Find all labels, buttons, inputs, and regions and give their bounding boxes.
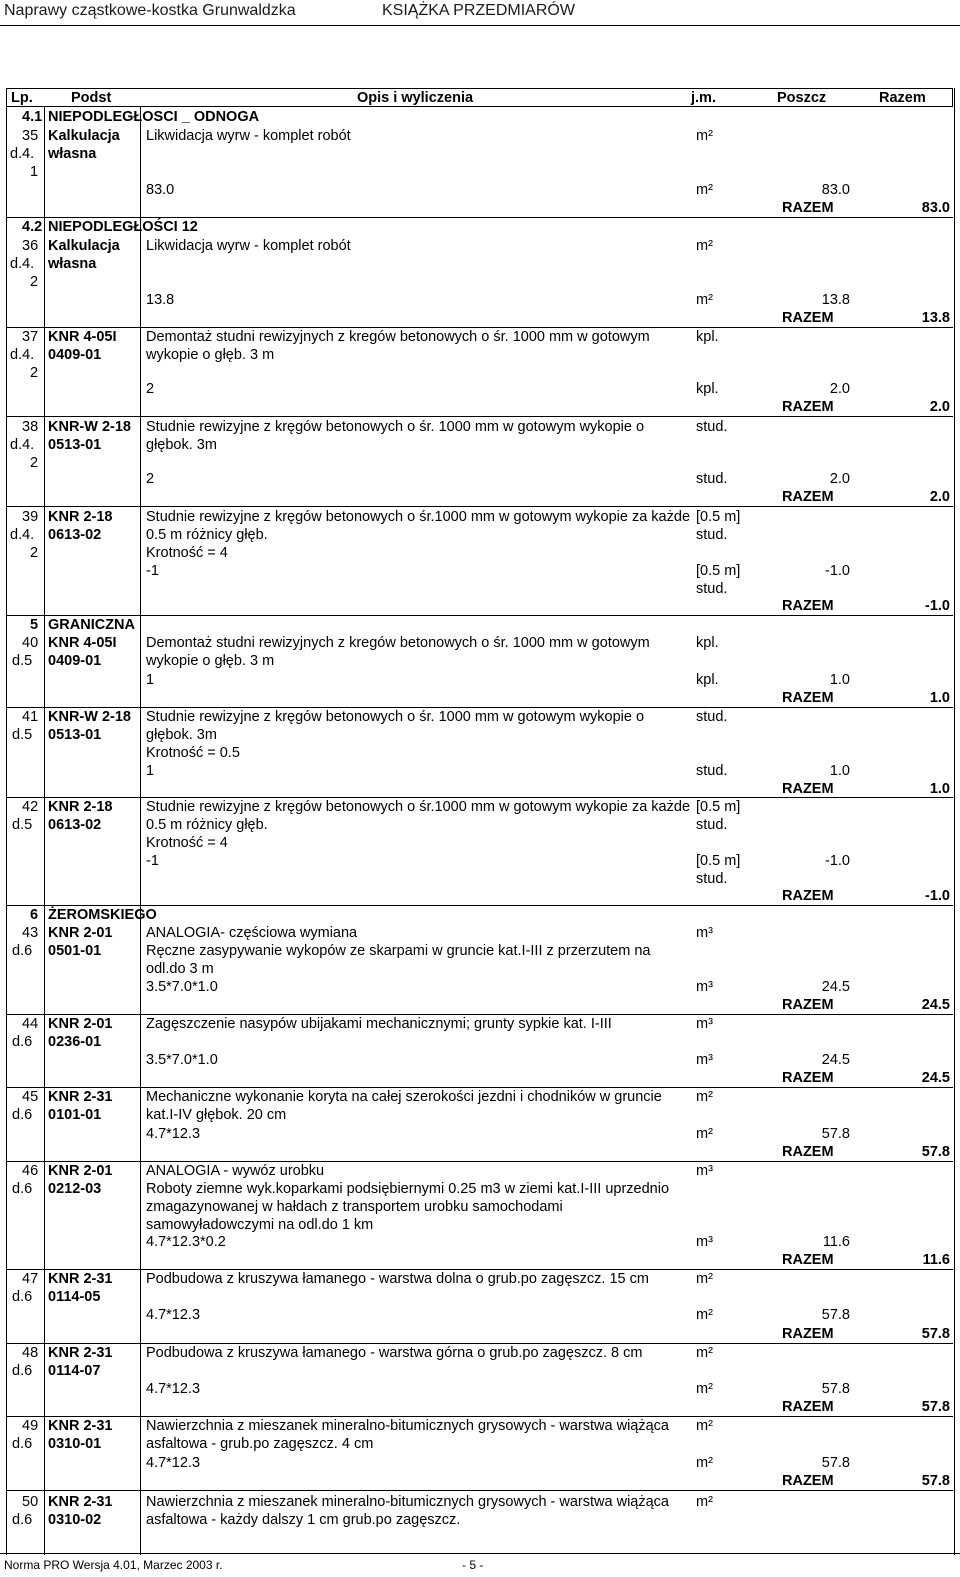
header-rule xyxy=(0,25,960,26)
table-header xyxy=(6,88,953,107)
header-poszcz: Poszcz xyxy=(777,90,827,106)
item-calc: 13.8 xyxy=(146,292,175,308)
item-description: Studnie rewizyjne z kręgów betonowych o śr. 1000 mm w gotowym wykopie o głębok. 3m xyxy=(146,709,645,743)
item-podst: KNR 4-05I xyxy=(48,635,117,651)
item-unit-secondary: stud. xyxy=(696,817,728,833)
item-lp: 45 xyxy=(22,1089,39,1105)
item-calc: 2 xyxy=(146,381,155,397)
item-poszcz: 24.5 xyxy=(821,1052,850,1068)
item-lp-ref: d.4. xyxy=(10,256,35,272)
razem-value: 2.0 xyxy=(929,399,950,415)
item-calc-unit: m³ xyxy=(696,1052,713,1068)
item-calc: 83.0 xyxy=(146,182,175,198)
item-calc-unit-secondary: stud. xyxy=(696,871,728,887)
item-lp-ref: d.5 xyxy=(12,727,33,743)
item-lp: 38 xyxy=(22,419,39,435)
item-krotnosc: Krotność = 0.5 xyxy=(146,745,240,761)
item-podst: KNR 2-31 xyxy=(48,1418,113,1434)
item-lp-ref: d.5 xyxy=(12,817,33,833)
item-poszcz: 1.0 xyxy=(829,672,850,688)
item-podst-code: 0613-02 xyxy=(48,527,102,543)
item-poszcz: 2.0 xyxy=(829,471,850,487)
item-podst: Kalkulacja xyxy=(48,128,120,144)
item-lp-ref: d.4. xyxy=(10,527,35,543)
item-podst: KNR 2-01 xyxy=(48,1016,113,1032)
item-description: Studnie rewizyjne z kręgów betonowych o śr. 1000 mm w gotowym wykopie o głębok. 3m xyxy=(146,419,645,453)
item-podst: KNR 2-31 xyxy=(48,1089,113,1105)
item-podst: Kalkulacja xyxy=(48,238,120,254)
item-podst-code: 0101-01 xyxy=(48,1107,102,1123)
item-unit: m² xyxy=(696,128,713,144)
item-lp: 42 xyxy=(22,799,39,815)
item-unit: stud. xyxy=(696,419,728,435)
item-calc-unit: m² xyxy=(696,1307,713,1323)
item-calc-unit: m² xyxy=(696,1381,713,1397)
item-lp: 35 xyxy=(22,128,39,144)
item-unit: m² xyxy=(696,1418,713,1434)
item-podst-code: 0513-01 xyxy=(48,437,102,453)
item-description: Nawierzchnia z mieszanek mineralno-bitumicznych grysowych - warstwa wiążąca asfaltowa - grub.po zagęszcz. 4 cm xyxy=(146,1418,669,1452)
item-calc-unit: stud. xyxy=(696,471,728,487)
document-type: KSIĄŻKA PRZEDMIARÓW xyxy=(382,2,575,19)
item-podst-code: 0501-01 xyxy=(48,943,102,959)
razem-value: 24.5 xyxy=(921,997,950,1013)
item-calc-unit: stud. xyxy=(696,763,728,779)
razem-label: RAZEM xyxy=(782,997,834,1013)
section-number: 5 xyxy=(30,617,39,633)
item-lp: 44 xyxy=(22,1016,39,1032)
column-divider-podst xyxy=(140,107,141,1555)
item-calc: -1 xyxy=(146,853,159,869)
razem-value: 57.8 xyxy=(921,1326,950,1342)
item-description: Zagęszczenie nasypów ubijakami mechanicznymi; grunty sypkie kat. I-III xyxy=(146,1016,612,1032)
item-unit: m² xyxy=(696,1494,713,1510)
item-lp: 36 xyxy=(22,238,39,254)
item-description: Demontaż studni rewizyjnych z kregów betonowych o śr. 1000 mm w gotowym wykopie o głęb. 3 m xyxy=(146,329,650,363)
item-calc-unit: m³ xyxy=(696,979,713,995)
item-lp: 43 xyxy=(22,925,39,941)
item-description: Nawierzchnia z mieszanek mineralno-bitumicznych grysowych - warstwa wiążąca asfaltowa - każdy dalszy 1 cm grub.po zagęszcz. xyxy=(146,1494,669,1528)
item-lp-ref2: 2 xyxy=(30,365,39,381)
item-description: Podbudowa z kruszywa łamanego - warstwa dolna o grub.po zagęszcz. 15 cm xyxy=(146,1271,649,1287)
item-podst-code: 0409-01 xyxy=(48,653,102,669)
item-calc-unit: kpl. xyxy=(696,381,719,397)
item-unit: stud. xyxy=(696,709,728,725)
item-description: ANALOGIA- częściowa wymiana xyxy=(146,925,358,941)
razem-label: RAZEM xyxy=(782,1399,834,1415)
item-podst: KNR-W 2-18 xyxy=(48,709,131,725)
item-calc-unit: [0.5 m] xyxy=(696,563,741,579)
item-calc: 4.7*12.3 xyxy=(146,1126,201,1142)
section-number: 4.1 xyxy=(22,109,43,125)
item-calc-unit: m² xyxy=(696,1455,713,1471)
item-poszcz: 13.8 xyxy=(821,292,850,308)
item-description: Likwidacja wyrw - komplet robót xyxy=(146,238,351,254)
item-description-detail: Ręczne zasypywanie wykopów ze skarpami w gruncie kat.I-III z przerzutem na odl.do 3 m xyxy=(146,943,651,977)
item-lp-ref: d.6 xyxy=(12,1363,33,1379)
item-calc-unit: m² xyxy=(696,1126,713,1142)
item-podst-code: 0409-01 xyxy=(48,347,102,363)
razem-label: RAZEM xyxy=(782,598,834,614)
razem-label: RAZEM xyxy=(782,1070,834,1086)
razem-label: RAZEM xyxy=(782,1326,834,1342)
item-unit: [0.5 m] xyxy=(696,799,741,815)
item-calc-unit: m² xyxy=(696,182,713,198)
header-jm: j.m. xyxy=(691,90,716,106)
item-lp: 47 xyxy=(22,1271,39,1287)
item-description: Podbudowa z kruszywa łamanego - warstwa górna o grub.po zagęszcz. 8 cm xyxy=(146,1345,643,1361)
item-podst-code: 0613-02 xyxy=(48,817,102,833)
row-separator xyxy=(6,506,953,507)
item-podst: KNR-W 2-18 xyxy=(48,419,131,435)
section-title: ŻEROMSKIEGO xyxy=(48,907,157,923)
item-lp: 40 xyxy=(22,635,39,651)
item-poszcz: -1.0 xyxy=(825,563,850,579)
header-podst: Podst xyxy=(71,90,112,106)
item-calc: 4.7*12.3 xyxy=(146,1381,201,1397)
item-unit: kpl. xyxy=(696,635,719,651)
item-podst-code: 0114-05 xyxy=(48,1289,101,1305)
item-description: Studnie rewizyjne z kręgów betonowych o śr.1000 mm w gotowym wykopie za każde 0.5 m różnicy głęb. xyxy=(146,509,691,543)
section-title: NIEPODLEGŁOSCI _ ODNOGA xyxy=(48,109,260,125)
item-calc-unit: m³ xyxy=(696,1234,713,1250)
item-calc: 4.7*12.3 xyxy=(146,1307,201,1323)
item-podst-code: 0310-01 xyxy=(48,1436,102,1452)
section-number: 4.2 xyxy=(22,219,43,235)
item-unit: m² xyxy=(696,1271,713,1287)
razem-value: 1.0 xyxy=(929,690,950,706)
item-lp: 37 xyxy=(22,329,39,345)
row-separator xyxy=(6,615,953,616)
row-separator xyxy=(6,416,953,417)
razem-value: 57.8 xyxy=(921,1399,950,1415)
item-description: Likwidacja wyrw - komplet robót xyxy=(146,128,351,144)
item-poszcz: 57.8 xyxy=(821,1126,850,1142)
item-poszcz: 1.0 xyxy=(829,763,850,779)
item-unit: kpl. xyxy=(696,329,719,345)
item-calc: 4.7*12.3*0.2 xyxy=(146,1234,226,1250)
item-calc: 2 xyxy=(146,471,155,487)
item-calc: 3.5*7.0*1.0 xyxy=(146,1052,218,1068)
column-divider-lp xyxy=(44,107,45,1555)
razem-label: RAZEM xyxy=(782,888,834,904)
item-lp: 41 xyxy=(22,709,39,725)
item-description: Studnie rewizyjne z kręgów betonowych o śr.1000 mm w gotowym wykopie za każde 0.5 m różnicy głęb. xyxy=(146,799,691,833)
item-podst: KNR 2-01 xyxy=(48,1163,113,1179)
item-calc: 1 xyxy=(146,763,155,779)
item-poszcz: 57.8 xyxy=(821,1307,850,1323)
item-lp-ref2: 2 xyxy=(30,274,39,290)
razem-value: 13.8 xyxy=(921,310,950,326)
item-lp-ref2: 1 xyxy=(30,164,39,180)
item-lp-ref: d.4. xyxy=(10,347,35,363)
item-lp-ref: d.4. xyxy=(10,146,35,162)
item-podst: KNR 2-31 xyxy=(48,1494,113,1510)
item-lp-ref: d.6 xyxy=(12,1512,33,1528)
item-lp: 50 xyxy=(22,1494,39,1510)
item-calc-unit: m² xyxy=(696,292,713,308)
item-poszcz: 57.8 xyxy=(821,1455,850,1471)
item-krotnosc: Krotność = 4 xyxy=(146,545,228,561)
item-description: Demontaż studni rewizyjnych z kregów betonowych o śr. 1000 mm w gotowym wykopie o głęb. 3 m xyxy=(146,635,650,669)
item-lp-ref: d.6 xyxy=(12,1034,33,1050)
item-poszcz: 24.5 xyxy=(821,979,850,995)
item-poszcz: 11.6 xyxy=(822,1234,850,1250)
item-podst-code: 0114-07 xyxy=(48,1363,101,1379)
item-podst: KNR 2-31 xyxy=(48,1271,113,1287)
item-unit: m³ xyxy=(696,1163,713,1179)
item-unit: [0.5 m] xyxy=(696,509,741,525)
item-lp-ref: d.6 xyxy=(12,1289,33,1305)
item-unit: m² xyxy=(696,1345,713,1361)
item-description: ANALOGIA - wywóz urobku xyxy=(146,1163,325,1179)
item-unit: m² xyxy=(696,238,713,254)
item-podst-code: 0212-03 xyxy=(48,1181,102,1197)
item-podst: KNR 4-05I xyxy=(48,329,117,345)
item-podst-code: 0513-01 xyxy=(48,727,102,743)
item-poszcz: 2.0 xyxy=(829,381,850,397)
item-lp-ref: d.6 xyxy=(12,1181,33,1197)
razem-value: 11.6 xyxy=(922,1252,950,1268)
item-lp: 49 xyxy=(22,1418,39,1434)
item-podst-code: 0310-02 xyxy=(48,1512,102,1528)
document-title: Naprawy cząstkowe-kostka Grunwaldzka xyxy=(4,2,296,19)
item-description: Mechaniczne wykonanie koryta na całej szerokości jezdni i chodników w gruncie kat.I-IV głębok. 20 cm xyxy=(146,1089,662,1123)
header-opis: Opis i wyliczenia xyxy=(357,90,474,106)
item-krotnosc: Krotność = 4 xyxy=(146,835,228,851)
razem-value: 24.5 xyxy=(921,1070,950,1086)
footer-rule xyxy=(0,1553,960,1554)
razem-label: RAZEM xyxy=(782,1473,834,1489)
item-calc: -1 xyxy=(146,563,159,579)
item-unit-secondary: stud. xyxy=(696,527,728,543)
page-number: - 5 - xyxy=(462,1558,484,1572)
item-unit: m² xyxy=(696,1089,713,1105)
razem-label: RAZEM xyxy=(782,1144,834,1160)
item-unit: m³ xyxy=(696,925,713,941)
item-calc: 3.5*7.0*1.0 xyxy=(146,979,218,995)
item-lp-ref: d.4. xyxy=(10,437,35,453)
header-razem: Razem xyxy=(879,90,926,106)
item-lp: 39 xyxy=(22,509,39,525)
item-lp-ref: d.5 xyxy=(12,653,33,669)
razem-label: RAZEM xyxy=(782,399,834,415)
software-version: Norma PRO Wersja 4.01, Marzec 2003 r. xyxy=(4,1558,223,1572)
item-podst: KNR 2-01 xyxy=(48,925,113,941)
row-separator xyxy=(6,1490,953,1491)
razem-label: RAZEM xyxy=(782,489,834,505)
razem-value: 57.8 xyxy=(921,1473,950,1489)
item-podst-code: własna xyxy=(48,146,97,162)
item-podst: KNR 2-31 xyxy=(48,1345,113,1361)
razem-label: RAZEM xyxy=(782,781,834,797)
item-calc: 1 xyxy=(146,672,155,688)
razem-label: RAZEM xyxy=(782,200,834,216)
razem-value: -1.0 xyxy=(925,598,950,614)
item-podst-code: własna xyxy=(48,256,97,272)
razem-value: 1.0 xyxy=(929,781,950,797)
item-lp: 48 xyxy=(22,1345,39,1361)
item-calc-unit-secondary: stud. xyxy=(696,581,728,597)
razem-label: RAZEM xyxy=(782,690,834,706)
razem-value: 57.8 xyxy=(921,1144,950,1160)
item-calc-unit: kpl. xyxy=(696,672,719,688)
item-poszcz: 83.0 xyxy=(821,182,850,198)
section-number: 6 xyxy=(30,907,39,923)
razem-value: 83.0 xyxy=(921,200,950,216)
razem-value: 2.0 xyxy=(929,489,950,505)
item-unit: m³ xyxy=(696,1016,713,1032)
item-lp-ref: d.6 xyxy=(12,1436,33,1452)
item-podst: KNR 2-18 xyxy=(48,509,113,525)
item-calc: 4.7*12.3 xyxy=(146,1455,201,1471)
item-podst: KNR 2-18 xyxy=(48,799,113,815)
section-title: NIEPODLEGŁOŚCI 12 xyxy=(48,219,198,235)
page-header xyxy=(0,0,960,26)
section-title: GRANICZNA xyxy=(48,617,135,633)
item-poszcz: 57.8 xyxy=(821,1381,850,1397)
item-calc-unit: [0.5 m] xyxy=(696,853,741,869)
page-footer xyxy=(0,1553,960,1577)
item-lp: 46 xyxy=(22,1163,39,1179)
item-lp-ref2: 2 xyxy=(30,545,39,561)
item-podst-code: 0236-01 xyxy=(48,1034,102,1050)
item-lp-ref: d.6 xyxy=(12,1107,33,1123)
razem-label: RAZEM xyxy=(782,1252,834,1268)
header-lp: Lp. xyxy=(11,90,33,106)
item-description-detail: Roboty ziemne wyk.koparkami podsiębiernymi 0.25 m3 w ziemi kat.I-III uprzednio zmagazynowanej w hałdach z transportem urobku samochodami samowyładowczymi na odl.do 1 km xyxy=(146,1181,670,1233)
item-lp-ref2: 2 xyxy=(30,455,39,471)
razem-value: -1.0 xyxy=(925,888,950,904)
item-poszcz: -1.0 xyxy=(825,853,850,869)
item-lp-ref: d.6 xyxy=(12,943,33,959)
razem-label: RAZEM xyxy=(782,310,834,326)
